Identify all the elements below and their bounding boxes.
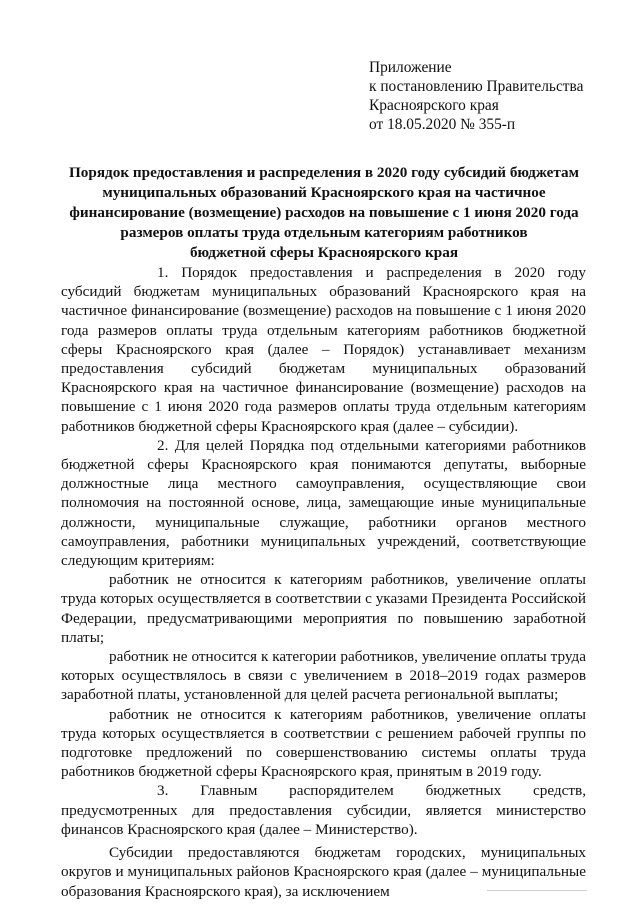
appendix-line: Красноярского края: [369, 97, 499, 114]
paragraph-text: работник не относится к категории работников, увеличение оплаты труда которых осуществлялось в связи с увеличением в 2018–2019 годах размеров заработной платы, установленной для целей расчета региональной выплаты;: [61, 648, 586, 704]
criterion-3: [61, 705, 586, 782]
paragraph-text: работник не относится к категориям работников, увеличение оплаты труда которых осуществляется в соответствии с указами Президента Российской Федерации, предусматривающими мероприятия по повышению заработной платы;: [61, 571, 586, 646]
paragraph-number: 3.: [157, 782, 169, 800]
appendix-line: к постановлению Правительства: [369, 78, 584, 95]
title-line: размеров оплаты труда отдельным категориям работников: [120, 224, 528, 241]
paragraph-text: работник не относится к категориям работников, увеличение оплаты труда которых осуществляется в соответствии с решением рабочей группы по подготовке предложений по совершенствованию системы оплаты труда работников бюджетной сферы Красноярского края, принятым в 2019 году.: [61, 705, 586, 781]
paragraph-2: [61, 436, 586, 570]
criterion-1: [61, 570, 586, 647]
paragraph-number: 2.: [157, 436, 169, 454]
paragraph-text: Порядок предоставления и распределения в 2020 году субсидий бюджетам муниципальных образований Красноярского края на частичное финансирование (возмещение) расходов на повышение с 1 июня 2020 года размеров оплаты труда отдельным категориям работников бюджетной сферы Красноярского края (далее – Порядок) устанавливает механизм предоставления субсидий бюджетам муниципальных образований Красноярского края на частичное финансирование (возмещение) расходов на повышение с 1 июня 2020 года размеров оплаты труда отдельным категориям работников бюджетной сферы Красноярского края (далее – субсидии).: [61, 264, 587, 435]
paragraph-text: Для целей Порядка под отдельными категориями работников бюджетной сферы Красноярского края понимаются депутаты, выборные должностные лица местного самоуправления, осуществляющие свои полномочия на постоянной основе, лица, замещающие иные муниципальные должности, муниципальные служащие, работники органов местного самоуправления, работники муниципальных учреждений, соответствующие следующим критериям:: [61, 436, 587, 570]
scan-artifact-line: [487, 890, 587, 891]
appendix-header: [369, 58, 583, 134]
appendix-line: Приложение: [369, 59, 452, 76]
title-line: бюджетной сферы Красноярского края: [189, 244, 459, 261]
document-body: [61, 263, 586, 901]
paragraph-text: Субсидии предоставляются бюджетам городских, муниципальных округов и муниципальных районов Красноярского края (далее – муниципальные образования Красноярского края), за исключением: [61, 844, 586, 900]
title-line: финансирование (возмещение) расходов на повышение с 1 июня 2020 года: [69, 204, 579, 221]
document-title: [60, 163, 588, 263]
paragraph-1: [61, 263, 586, 436]
criterion-2: [61, 647, 586, 705]
title-line: муниципальных образований Красноярского края на частичное: [102, 184, 546, 201]
paragraph-number: 1.: [157, 264, 169, 281]
paragraph-subsidies: [61, 843, 586, 901]
appendix-date-number: от 18.05.2020 № 355-п: [369, 116, 516, 133]
title-line: Порядок предоставления и распределения в 2020 году субсидий бюджетам: [68, 164, 579, 181]
paragraph-text: Главным распорядителем бюджетных средств, предусмотренных для предоставления субсидии, является министерство финансов Красноярского края (далее – Министерство).: [61, 782, 587, 838]
paragraph-3: [61, 781, 586, 839]
